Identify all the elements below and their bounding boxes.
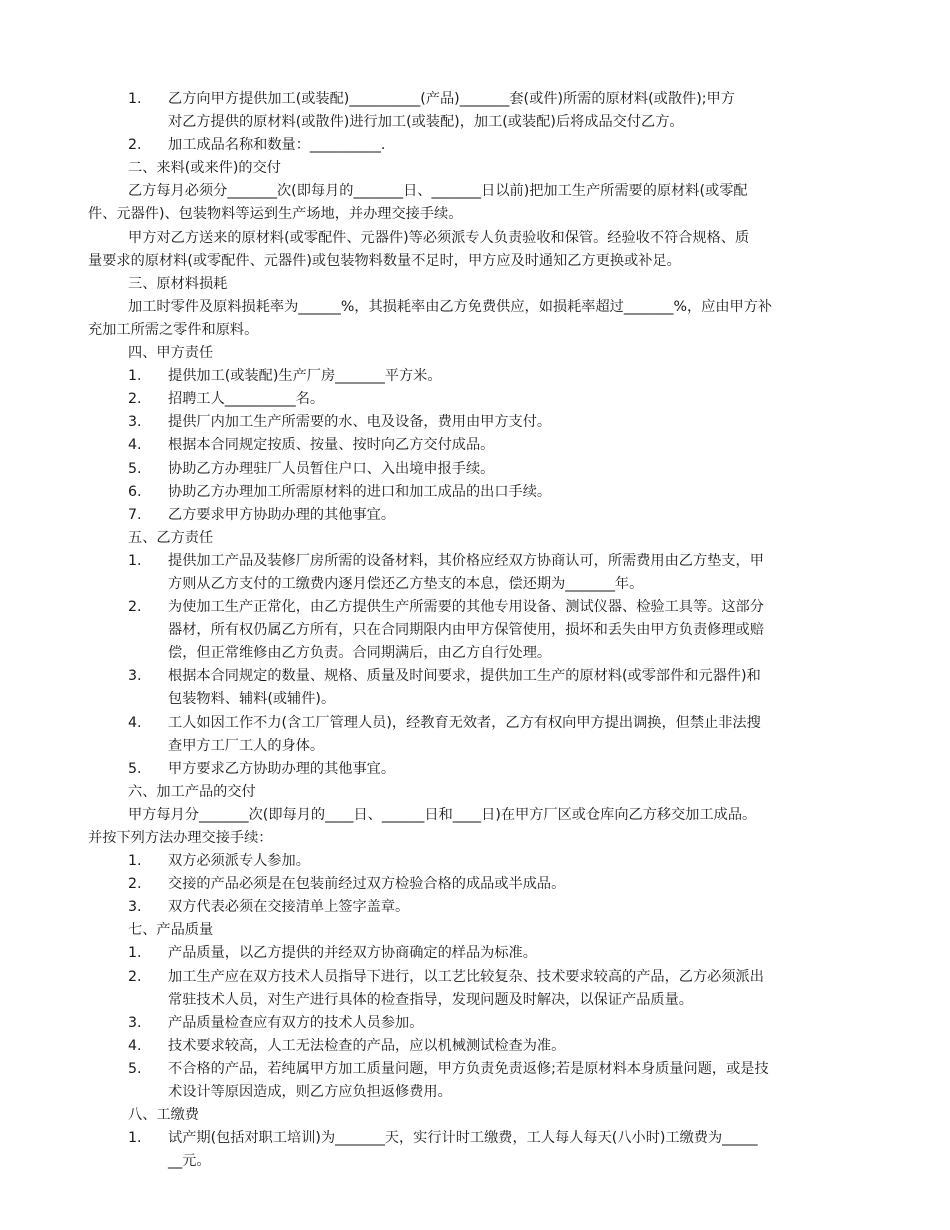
list-item [118,1127,862,1173]
section-heading: 三、原材料损耗 [128,275,228,292]
list-item [118,896,862,919]
item-text: 为使加工生产正常化，由乙方提供生产所需要的其他专用设备、测试仪器、检验工具等。这部分 [168,599,764,616]
item-text: 甲方要求乙方协助办理的其他事宜。 [168,760,396,777]
item-text: 提供加工(或装配)生产厂房_______平方米。 [168,368,442,385]
item-text: 提供加工产品及装修厂房所需的设备材料，其价格应经双方协商认可，所需费用由乙方垫支，甲 [168,552,764,569]
list-item [118,365,862,388]
item-text: 乙方向甲方提供加工(或装配)__________(产品)_______套(或件)所需的原材料(或散件);甲方 [168,91,735,107]
list-item [118,665,862,711]
list-item [118,712,862,758]
item-number: 3. [128,668,142,685]
list-item [118,966,862,1012]
paragraph-line: 件、元器件)、包装物料等运到生产场地，并办理交接手续。 [88,206,463,223]
item-number: 4. [128,714,142,731]
item-text: 工人如因工作不力(含工厂管理人员)，经教育无效者，乙方有权向甲方提出调换，但禁止非法搜 [168,714,761,731]
item-text: 乙方要求甲方协助办理的其他事宜。 [168,506,396,523]
item-text: 不合格的产品，若纯属甲方加工质量问题，甲方负责免责返修;若是原材料本身质量问题，或是技 [168,1060,769,1077]
item-text: 双方代表必须在交接清单上签字盖章。 [168,899,410,916]
item-text: 提供厂内加工生产所需要的水、电及设备，费用由甲方支付。 [168,414,552,431]
paragraph-line: 并按下列方法办理交接手续： [88,830,273,846]
item-number: 2. [128,391,142,408]
item-text: 常驻技术人员，对生产进行具体的检查指导，发现问题及时解决，以保证产品质量。 [168,991,693,1008]
section-heading: 四、甲方责任 [128,345,214,362]
item-text: 根据本合同规定按质、按量、按时向乙方交付成品。 [168,437,495,454]
list-item [118,873,862,896]
item-text: 包装物料、辅料(或辅件)。 [168,691,336,708]
item-text: 招聘工人__________名。 [168,391,325,408]
list-item [118,481,862,504]
item-text: 根据本合同规定的数量、规格、质量及时间要求，提供加工生产的原材料(或零部件和元器件)和 [168,668,761,685]
item-number: 2. [128,137,142,154]
item-number: 7. [128,506,142,523]
item-text: 术设计等原因造成，则乙方应负担返修费用。 [168,1084,452,1101]
item-text: 查甲方工厂工人的身体。 [168,737,325,754]
item-text: 产品质量，以乙方提供的并经双方协商确定的样品为标准。 [168,945,537,962]
item-text: 偿，但正常维修由乙方负责。合同期满后，由乙方自行处理。 [168,645,552,662]
paragraph-line: 甲方每月分_______次(即每月的____日、______日和____日)在甲方厂区或仓库向乙方移交加工成品。 [128,806,757,823]
item-number: 1. [128,91,142,107]
section-heading: 二、来料(或来件)的交付 [128,160,281,177]
paragraph-line: 甲方对乙方送来的原材料(或零配件、元器件)等必须派专人负责验收和保管。经验收不符合规格、质 [128,229,750,246]
item-text: 对乙方提供的原材料(或散件)进行加工(或装配)，加工(或装配)后将成品交付乙方。 [168,114,684,131]
item-text: 协助乙方办理加工所需原材料的进口和加工成品的出口手续。 [168,483,552,500]
item-number: 5. [128,460,142,477]
item-number: 1. [128,368,142,385]
item-text: 技术要求较高，人工无法检查的产品，应以机械测试检查为准。 [168,1037,566,1054]
section-heading: 六、加工产品的交付 [128,783,256,800]
item-number: 5. [128,1060,142,1077]
section-heading: 五、乙方责任 [128,529,214,546]
list-item [118,434,862,457]
paragraph-line: 充加工所需之零件和原料。 [88,321,259,338]
paragraph-line: 加工时零件及原料损耗率为______%，其损耗率由乙方免费供应，如损耗率超过_______%，应由甲方补 [128,298,773,315]
item-number: 2. [128,968,142,985]
list-item [118,388,862,411]
list-item [118,596,862,665]
item-number: 1. [128,552,142,569]
item-text: __元。 [168,1153,211,1170]
item-number: 4. [128,1037,142,1054]
item-number: 1. [128,853,142,870]
section-heading: 七、产品质量 [128,922,214,939]
item-text: 加工成品名称和数量：__________. [168,137,386,154]
item-text: 交接的产品必须是在包装前经过双方检验合格的成品或半成品。 [168,876,566,893]
list-item [118,1012,862,1035]
item-number: 2. [128,599,142,616]
item-number: 1. [128,1130,142,1147]
list-item [118,411,862,434]
item-number: 5. [128,760,142,777]
list-item [118,758,862,781]
item-text: 产品质量检查应有双方的技术人员参加。 [168,1014,424,1031]
item-text: 协助乙方办理驻厂人员暂住户口、入出境申报手续。 [168,460,495,477]
item-number: 4. [128,437,142,454]
list-item [118,1035,862,1058]
item-text: 器材，所有权仍属乙方所有，只在合同期限内由甲方保管使用，损坏和丢失由甲方负责修理或赔 [168,622,764,639]
list-item [118,458,862,481]
item-number: 2. [128,876,142,893]
item-text: 方则从乙方支付的工缴费内逐月偿还乙方垫支的本息，偿还期为_______年。 [168,575,644,592]
list-item [118,134,862,157]
list-item [118,88,862,134]
item-text: 试产期(包括对职工培训)为_______天，实行计时工缴费，工人每人每天(八小时)工缴费为_____ [168,1130,758,1147]
list-item [118,942,862,965]
list-item [118,1058,862,1104]
item-number: 3. [128,414,142,431]
item-number: 3. [128,1014,142,1031]
item-number: 6. [128,483,142,500]
section-heading: 八、工缴费 [128,1107,199,1124]
item-text: 双方必须派专人参加。 [168,853,310,870]
paragraph-line: 乙方每月必须分_______次(即每月的_______日、_______日以前)把加工生产所需要的原材料(或零配 [128,183,748,200]
item-number: 3. [128,899,142,916]
item-number: 1. [128,945,142,962]
item-text: 加工生产应在双方技术人员指导下进行，以工艺比较复杂、技术要求较高的产品，乙方必须派出 [168,968,764,985]
list-item [118,504,862,527]
paragraph-line: 量要求的原材料(或零配件、元器件)或包装物料数量不足时，甲方应及时通知乙方更换或补足。 [88,252,681,269]
list-item [118,850,862,873]
list-item [118,550,862,596]
